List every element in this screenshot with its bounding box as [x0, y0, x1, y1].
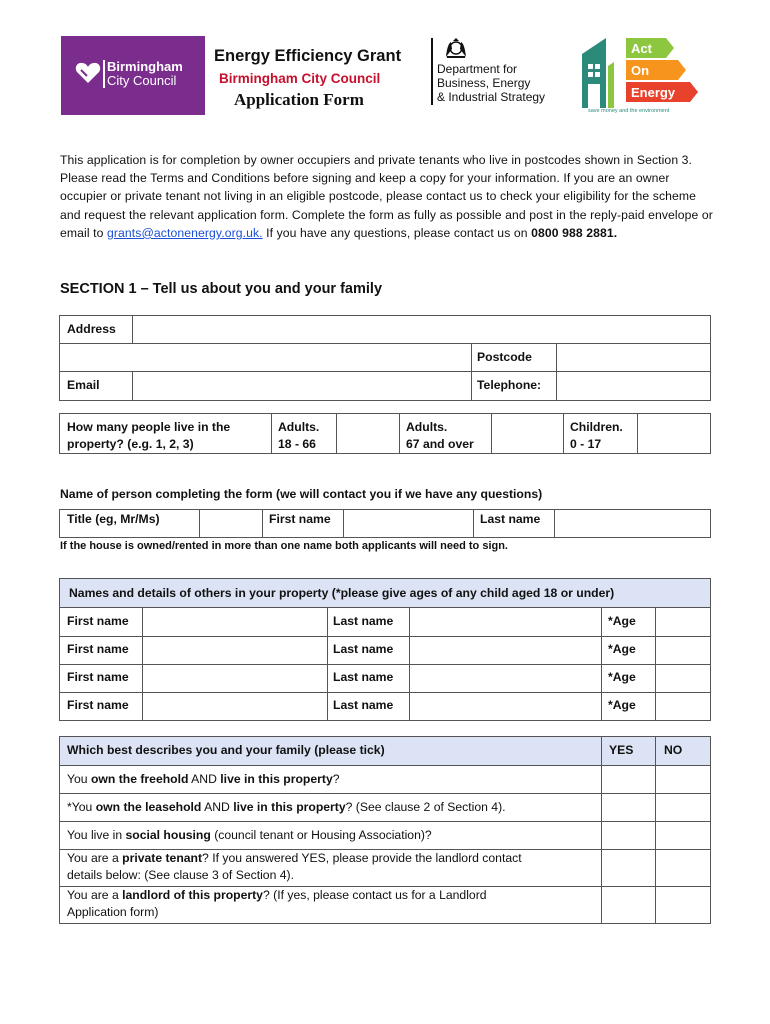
tenant-no-checkbox[interactable] — [656, 850, 710, 885]
children-input[interactable] — [638, 414, 710, 453]
other-last-label: Last name — [333, 614, 394, 628]
act-on-energy-logo — [578, 36, 702, 114]
option-private-tenant — [67, 850, 522, 884]
dept-line3: & Industrial Strategy — [437, 90, 546, 104]
text: You live in — [67, 828, 126, 842]
yes-header: YES — [609, 743, 634, 757]
other-last-input[interactable] — [410, 693, 600, 720]
address-input[interactable] — [134, 316, 710, 342]
other-age-input[interactable] — [656, 637, 710, 663]
other-age-input[interactable] — [656, 608, 710, 635]
logo-text-line2: City Council — [107, 73, 177, 88]
aoe-word1: Act — [631, 41, 652, 56]
text: details below: (See clause 3 of Section 4). — [67, 868, 294, 882]
people-question-line1: How many people live in the — [67, 420, 231, 434]
address-input-line2[interactable] — [60, 344, 470, 370]
birmingham-city-council-logo — [61, 36, 205, 115]
telephone-input[interactable] — [558, 372, 710, 400]
postcode-input[interactable] — [558, 344, 710, 370]
text: private tenant — [122, 851, 203, 865]
aoe-word2: On — [631, 63, 650, 78]
telephone-label: Telephone: — [477, 378, 542, 392]
divider — [262, 509, 263, 538]
freehold-yes-checkbox[interactable] — [602, 766, 654, 792]
other-last-input[interactable] — [410, 608, 600, 635]
text: ? — [332, 772, 340, 786]
text: You are a — [67, 888, 123, 902]
option-social-housing — [67, 827, 432, 844]
text: ? (If yes, please contact us for a Landlord — [262, 888, 487, 902]
people-question-line2: property? (e.g. 1, 2, 3) — [67, 437, 194, 451]
intro-tail: If you have any questions, please contact us on — [262, 225, 532, 240]
royal-crest-icon — [443, 37, 469, 59]
divider — [601, 607, 602, 721]
describe-heading: Which best describes you and your family (please tick) — [67, 743, 385, 757]
adults-18-66-label — [278, 419, 319, 453]
text: You — [67, 772, 91, 786]
email-label: Email — [67, 378, 100, 392]
leasehold-no-checkbox[interactable] — [656, 794, 710, 820]
option-leasehold — [67, 799, 506, 816]
last-name-input[interactable] — [555, 510, 710, 537]
divider — [132, 371, 133, 401]
other-first-input[interactable] — [143, 637, 326, 663]
form-title: Application Form — [234, 90, 364, 109]
text: *You — [67, 800, 96, 814]
text: You are a — [67, 851, 123, 865]
text: (council tenant or Housing Association)? — [210, 828, 432, 842]
other-first-label: First name — [67, 670, 129, 684]
social-yes-checkbox[interactable] — [602, 822, 654, 848]
dept-line2: Business, Energy — [437, 76, 531, 90]
divider — [327, 607, 328, 721]
text: own the leasehold — [95, 800, 202, 814]
other-first-input[interactable] — [143, 665, 326, 691]
other-age-label: *Age — [608, 670, 636, 684]
other-first-label: First name — [67, 698, 129, 712]
option-freehold — [67, 771, 340, 788]
text: live in this property — [233, 800, 346, 814]
divider — [563, 413, 564, 454]
council-subtitle: Birmingham City Council — [219, 71, 381, 86]
option-landlord — [67, 887, 487, 921]
joint-owner-note: If the house is owned/rented in more than one name both applicants will need to sign. — [60, 540, 508, 552]
text: own the freehold — [90, 772, 189, 786]
phone-number: 0800 988 2881. — [531, 225, 618, 240]
first-name-input[interactable] — [344, 510, 472, 537]
other-first-label: First name — [67, 642, 129, 656]
other-last-label: Last name — [333, 698, 394, 712]
other-last-input[interactable] — [410, 665, 600, 691]
other-first-input[interactable] — [143, 608, 326, 635]
other-last-label: Last name — [333, 670, 394, 684]
aoe-tagline: save money and the environment — [588, 108, 670, 114]
text: live in this property — [220, 772, 333, 786]
other-last-label: Last name — [333, 642, 394, 656]
no-header: NO — [664, 743, 683, 757]
other-age-label: *Age — [608, 614, 636, 628]
other-first-input[interactable] — [143, 693, 326, 720]
logo-text-line1: Birmingham — [107, 59, 183, 74]
adults-67-line2: 67 and over — [406, 437, 474, 451]
divider — [399, 413, 400, 454]
other-age-label: *Age — [608, 698, 636, 712]
last-name-label: Last name — [480, 512, 541, 526]
email-link[interactable]: grants@actonenergy.org.uk. — [106, 225, 263, 240]
title-label: Title (eg, Mr/Ms) — [67, 512, 160, 526]
grant-title: Energy Efficiency Grant — [214, 47, 402, 65]
divider — [473, 509, 474, 538]
address-label: Address — [67, 322, 116, 336]
email-input[interactable] — [134, 372, 470, 400]
heart-icon — [75, 61, 101, 85]
text: social housing — [125, 828, 211, 842]
children-label — [570, 419, 623, 453]
postcode-label: Postcode — [477, 350, 532, 364]
freehold-no-checkbox[interactable] — [656, 766, 710, 792]
aoe-word3: Energy — [631, 85, 676, 100]
tenant-yes-checkbox[interactable] — [602, 850, 654, 885]
other-age-input[interactable] — [656, 665, 710, 691]
other-age-input[interactable] — [656, 693, 710, 720]
title-input[interactable] — [200, 510, 261, 537]
people-question — [67, 419, 230, 453]
text: AND — [201, 800, 234, 814]
social-no-checkbox[interactable] — [656, 822, 710, 848]
landlord-no-checkbox[interactable] — [656, 887, 710, 923]
name-heading: Name of person completing the form (we will contact you if we have any questions) — [60, 487, 543, 501]
logo-divider — [103, 60, 105, 88]
text: Application form) — [67, 905, 159, 919]
first-name-label: First name — [269, 512, 331, 526]
adults-67-input[interactable] — [492, 414, 562, 453]
dept-logo-bar — [431, 38, 433, 105]
intro-text: This application is for completion by owner occupiers and private tenants who live in postcodes shown in Section 3. Please read the Terms and Conditions before signing and keep a copy for your information. If you are an owner occupier or private tenant not living in an eligible postcode, please contact us to check your eligibility for the scheme and request the relevant application form. Complete the form as fully as possible and post in the reply-paid envelope or email to — [60, 153, 713, 240]
divider — [556, 343, 557, 401]
intro-paragraph — [60, 151, 715, 242]
dept-line1: Department for — [437, 62, 518, 76]
adults-18-66-input[interactable] — [337, 414, 398, 453]
adults-67-label — [406, 419, 474, 453]
landlord-yes-checkbox[interactable] — [602, 887, 654, 923]
other-age-label: *Age — [608, 642, 636, 656]
text: landlord of this property — [122, 888, 263, 902]
adults-18-66-line2: 18 - 66 — [278, 437, 316, 451]
other-first-label: First name — [67, 614, 129, 628]
text: ? If you answered YES, please provide the landlord contact — [202, 851, 522, 865]
adults-67-line1: Adults. — [406, 420, 448, 434]
children-line2: 0 - 17 — [570, 437, 602, 451]
divider — [271, 413, 272, 454]
text: AND — [188, 772, 221, 786]
adults-18-66-line1: Adults. — [278, 420, 320, 434]
divider — [132, 315, 133, 343]
children-line1: Children. — [570, 420, 623, 434]
others-heading: Names and details of others in your property (*please give ages of any child aged 18 or under) — [69, 586, 615, 600]
divider — [471, 343, 472, 401]
dept-logo-text — [437, 62, 545, 104]
text: ? (See clause 2 of Section 4). — [345, 800, 506, 814]
other-last-input[interactable] — [410, 637, 600, 663]
section1-heading: SECTION 1 – Tell us about you and your family — [60, 281, 383, 297]
leasehold-yes-checkbox[interactable] — [602, 794, 654, 820]
